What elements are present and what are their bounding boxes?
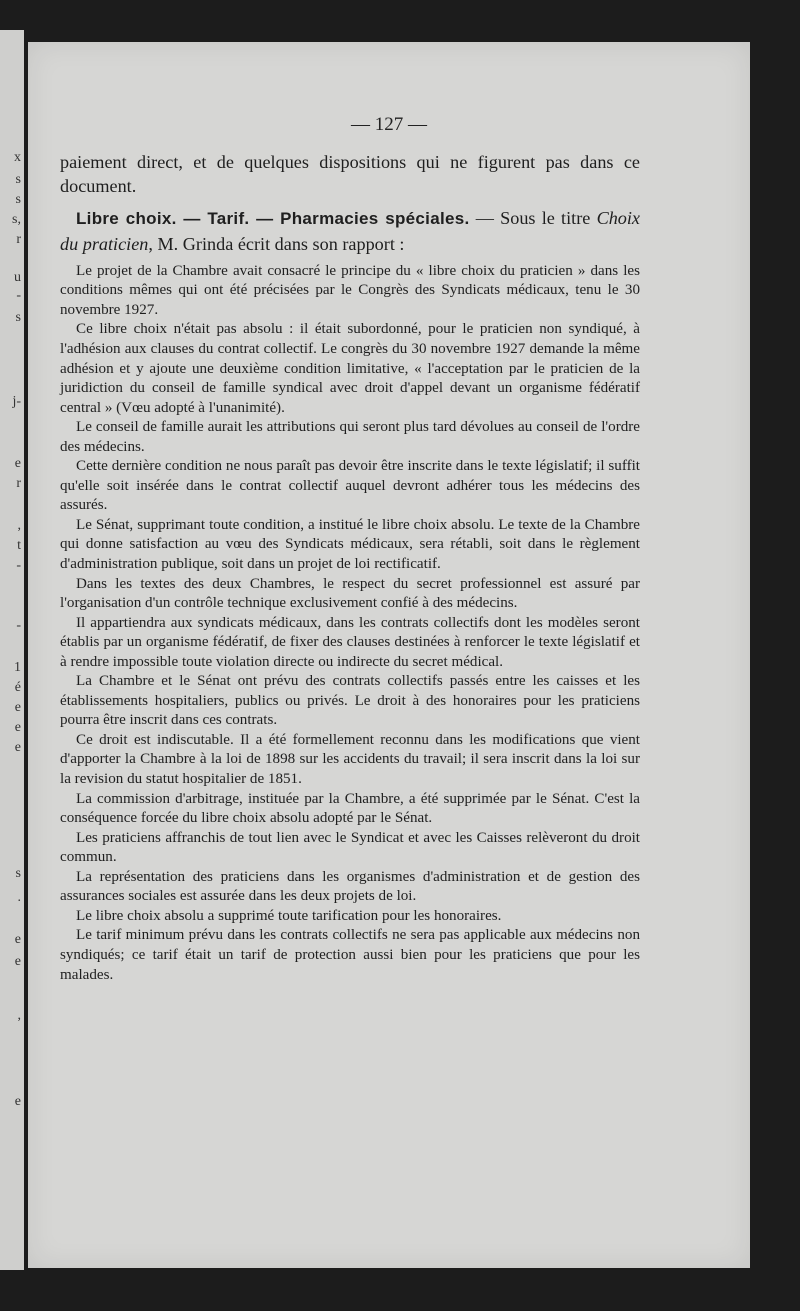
quote-paragraph: Cette dernière condition ne nous paraît pas devoir être inscrite dans le texte législatif; il suffit qu'elle soit insérée dans le contrat collectif auquel devront adhérer tous les médecins des assurés. bbox=[60, 458, 640, 514]
prev-page-fragment: u bbox=[14, 270, 21, 285]
quote-paragraph: Le libre choix absolu a supprimé toute tarification pour les honoraires. bbox=[76, 907, 502, 924]
prev-page-fragment: s bbox=[15, 192, 21, 207]
prev-page-fragment: 1 bbox=[14, 660, 21, 675]
prev-page-fragment: e bbox=[14, 740, 21, 755]
prev-page-fragment: e bbox=[14, 700, 21, 715]
intro-paragraph: paiement direct, et de quelques dispositions qui ne figurent pas dans ce document. bbox=[60, 152, 640, 197]
prev-page-fragment: - bbox=[16, 288, 21, 303]
prev-page-fragment: r bbox=[16, 232, 21, 247]
prev-page-fragment: , bbox=[17, 518, 21, 533]
prev-page-fragment: é bbox=[14, 680, 21, 695]
book-page bbox=[28, 42, 750, 1268]
prev-page-fragment: e bbox=[14, 954, 21, 969]
section-italic-title: Choix du praticien bbox=[60, 208, 641, 254]
prev-page-fragment: r bbox=[16, 476, 21, 491]
section-intro bbox=[60, 206, 640, 255]
prev-page-fragment: s bbox=[15, 866, 21, 881]
section-intro-text: — Sous le titre bbox=[469, 208, 597, 229]
section-intro-text-end: , M. Grinda écrit dans son rapport : bbox=[148, 233, 405, 254]
quote-paragraph: Ce libre choix n'était pas absolu : il était subordonné, pour le praticien non syndiqué, à l'adhésion aux clauses du contrat collectif. Le congrès du 30 novembre 1927 demande la même adhésion et y ajoute une deuxième condition limitative, « l'acceptation par le praticien de la juridiction du conseil de famille syndical avec droit d'appel devant un organisme fédératif central » (Vœu adopté à l'unanimité). bbox=[60, 321, 640, 416]
page-number: — 127 — bbox=[351, 114, 427, 135]
prev-page-fragment: s, bbox=[12, 212, 21, 227]
quote-paragraph: Dans les textes des deux Chambres, le respect du secret professionnel est assuré par l'organisation d'un contrôle technique exclusivement confié à des médecins. bbox=[60, 575, 640, 612]
prev-page-fragment: e bbox=[14, 456, 21, 471]
prev-page-fragment: e bbox=[14, 932, 21, 947]
quote-paragraph: La représentation des praticiens dans les organismes d'administration et de gestion des assurances sociales est assurée dans les deux projets de loi. bbox=[60, 868, 640, 905]
prev-page-fragment: . bbox=[17, 890, 21, 905]
quote-paragraph: Le Sénat, supprimant toute condition, a institué le libre choix absolu. Le texte de la Chambre qui donne satisfaction au vœu des Syndicats médicaux, sera rétabli, soit dans le règlement d'administration publique, soit dans un projet de loi rectificatif. bbox=[60, 516, 640, 573]
section-heading: Libre choix. — Tarif. — Pharmacies spéciales. bbox=[76, 209, 470, 229]
prev-page-fragment: , bbox=[17, 1008, 21, 1023]
quote-paragraph: La Chambre et le Sénat ont prévu des contrats collectifs passés entre les caisses et les établissements hospitaliers, publics ou privés. Le droit à des honoraires pour les praticiens pourra être inscrit dans ces contrats. bbox=[60, 673, 640, 729]
quote-paragraph: Le conseil de famille aurait les attributions qui seront plus tard dévolues au conseil de l'ordre des médecins. bbox=[60, 419, 640, 455]
prev-page-fragment: x bbox=[14, 150, 21, 165]
prev-page-fragment: e bbox=[14, 720, 21, 735]
quote-paragraph: Les praticiens affranchis de tout lien avec le Syndicat et avec les Caisses relèveront du droit commun. bbox=[60, 829, 640, 866]
quote-paragraph: Il appartiendra aux syndicats médicaux, dans les contrats collectifs dont les modèles seront établis par un organisme fédératif, de fixer des clauses destinées à renforcer le texte législatif et à rendre impossible toute violation directe ou indirecte du secret médical. bbox=[60, 614, 640, 670]
prev-page-fragment: s bbox=[15, 310, 21, 325]
page-content bbox=[60, 150, 640, 985]
previous-page-edge bbox=[0, 30, 24, 1270]
quote-paragraph: Ce droit est indiscutable. Il a été formellement reconnu dans les modifications que vient d'apporter la Chambre à la loi de 1898 sur les accidents du travail; il sera inscrit dans la loi sur la revision du statut hospitalier de 1851. bbox=[60, 731, 640, 788]
quote-paragraph: La commission d'arbitrage, instituée par la Chambre, a été supprimée par le Sénat. C'est la conséquence forcée du libre choix absolu adopté par le Sénat. bbox=[60, 790, 640, 827]
quote-paragraph: Le projet de la Chambre avait consacré le principe du « libre choix du praticien » dans les conditions mêmes qui ont été précisées par le Congrès des Syndicats médicaux, tenu le 30 novembre 1927. bbox=[60, 262, 640, 318]
prev-page-fragment: t bbox=[17, 538, 21, 553]
prev-page-fragment: j- bbox=[12, 394, 21, 409]
prev-page-fragment: e bbox=[14, 1094, 21, 1109]
quote-paragraph: Le tarif minimum prévu dans les contrats collectifs ne sera pas applicable aux médecins non syndiqués; ce tarif était un tarif de protection aussi bien pour les praticiens que pour les malades. bbox=[60, 927, 640, 983]
prev-page-fragment: s bbox=[15, 172, 21, 187]
prev-page-fragment: - bbox=[16, 618, 21, 633]
prev-page-fragment: - bbox=[16, 558, 21, 573]
